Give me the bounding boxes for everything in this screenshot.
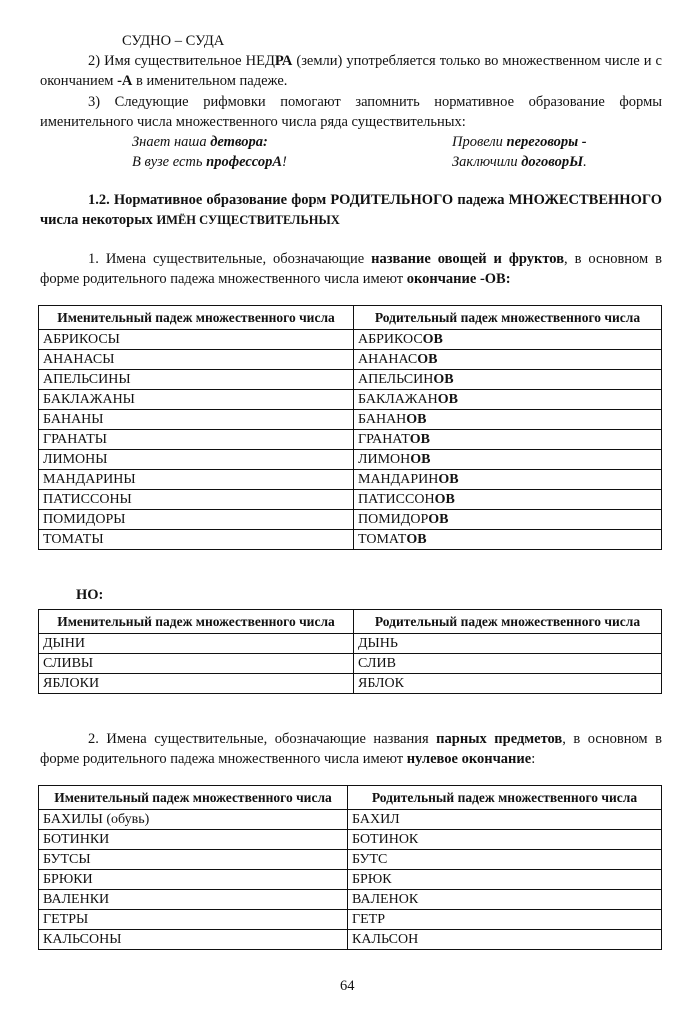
col-header-nominative: Именительный падеж множественного числа [39, 306, 354, 330]
cell-nominative: БРЮКИ [39, 870, 348, 890]
text-bold: название овощей и фруктов [371, 251, 565, 267]
cell-nominative: АПЕЛЬСИНЫ [39, 370, 354, 390]
text: Заключили [452, 154, 522, 170]
table-row [39, 510, 662, 530]
text: Знает наша [132, 134, 211, 150]
table-row [39, 654, 662, 674]
word-ending: ОВ [410, 452, 431, 467]
text: , в основном в форме родительного падежа множественного числа имеют [40, 731, 662, 767]
text-bold: договорЫ [521, 154, 584, 170]
table-row [39, 410, 662, 430]
text: в именительном падеже. [132, 73, 288, 89]
table-row [39, 530, 662, 550]
but-label: НО: [76, 587, 104, 603]
table-row [39, 350, 662, 370]
table-row [39, 470, 662, 490]
cell-genitive [354, 370, 662, 390]
text: : [531, 751, 536, 767]
cell-genitive: ЯБЛОК [354, 674, 662, 694]
text-bold: окончание -ОВ: [406, 271, 511, 287]
poem-line [452, 152, 587, 172]
poem-left [132, 132, 287, 172]
word-ending: ОВ [406, 412, 427, 427]
cell-genitive: БОТИНОК [348, 830, 662, 850]
word-ending: ОВ [434, 492, 455, 507]
cell-nominative: ЯБЛОКИ [39, 674, 354, 694]
word-stem: ТОМАТ [358, 532, 407, 547]
cell-nominative: АНАНАСЫ [39, 350, 354, 370]
rule-2 [40, 729, 662, 769]
word-ending: ОВ [406, 532, 427, 547]
text-bold: переговоры - [506, 134, 587, 150]
cell-nominative: БУТСЫ [39, 850, 348, 870]
cell-nominative: ПОМИДОРЫ [39, 510, 354, 530]
text: В вузе есть [132, 154, 207, 170]
cell-nominative: БАНАНЫ [39, 410, 354, 430]
heading-line: СУДНО – СУДА [122, 33, 225, 49]
cell-nominative: ПАТИССОНЫ [39, 490, 354, 510]
word-stem: ГРАНАТ [358, 432, 410, 447]
cell-nominative: БОТИНКИ [39, 830, 348, 850]
text-bold: детвора: [210, 134, 268, 150]
text-bold: нулевое окончание [406, 751, 532, 767]
cell-genitive [354, 530, 662, 550]
cell-genitive: ВАЛЕНОК [348, 890, 662, 910]
cell-genitive [354, 430, 662, 450]
word-stem: ПАТИССОН [358, 492, 435, 507]
cell-nominative: ГЕТРЫ [39, 910, 348, 930]
word-stem: ПОМИДОР [358, 512, 429, 527]
cell-nominative: ТОМАТЫ [39, 530, 354, 550]
text-bold: парных предметов [436, 731, 563, 747]
word-ending: ОВ [428, 512, 449, 527]
word-stem: БАНАН [358, 412, 407, 427]
cell-nominative: ДЫНИ [39, 634, 354, 654]
poem-line [132, 132, 287, 152]
cell-genitive [354, 330, 662, 350]
page-number: 64 [340, 978, 355, 994]
cell-genitive: БРЮК [348, 870, 662, 890]
col-header-genitive: Родительный падеж множественного числа [348, 786, 662, 810]
col-header-genitive: Родительный падеж множественного числа [354, 610, 662, 634]
paragraph-2 [40, 51, 662, 91]
text-bold: РА [274, 53, 293, 69]
table-row [39, 490, 662, 510]
text: 2. Имена существительные, обозначающие названия [88, 731, 437, 747]
word-stem: МАНДАРИН [358, 472, 439, 487]
word-stem: АНАНАС [358, 352, 418, 367]
cell-genitive [354, 350, 662, 370]
paragraph-3: 3) Следующие рифмовки помогают запомнить нормативное образование формы именительного числа множественного числа ряда существительных: [40, 94, 662, 130]
word-ending: ОВ [437, 392, 458, 407]
cell-nominative: ЛИМОНЫ [39, 450, 354, 470]
word-ending: ОВ [433, 372, 454, 387]
col-header-nominative: Именительный падеж множественного числа [39, 786, 348, 810]
table-row [39, 370, 662, 390]
section-title [40, 190, 662, 230]
text-bold: профессорА [206, 154, 282, 170]
cell-nominative: БАКЛАЖАНЫ [39, 390, 354, 410]
word-stem: БАКЛАЖАН [358, 392, 438, 407]
table-row [39, 890, 662, 910]
cell-nominative: КАЛЬСОНЫ [39, 930, 348, 950]
table-row [39, 910, 662, 930]
cell-nominative: АБРИКОСЫ [39, 330, 354, 350]
word-ending: ОВ [422, 332, 443, 347]
word-stem: АПЕЛЬСИН [358, 372, 434, 387]
text: . [583, 154, 587, 170]
table-row [39, 634, 662, 654]
col-header-genitive: Родительный падеж множественного числа [354, 306, 662, 330]
table-row [39, 850, 662, 870]
cell-genitive: СЛИВ [354, 654, 662, 674]
word-stem: ЛИМОН [358, 452, 411, 467]
table-row [39, 390, 662, 410]
word-ending: ОВ [417, 352, 438, 367]
cell-nominative: СЛИВЫ [39, 654, 354, 674]
text-bold: -А [117, 73, 133, 89]
cell-nominative: ВАЛЕНКИ [39, 890, 348, 910]
poem-right [452, 132, 587, 172]
table-row [39, 450, 662, 470]
poem-line [452, 132, 587, 152]
poem-line [132, 152, 287, 172]
cell-genitive: ГЕТР [348, 910, 662, 930]
text: ! [282, 154, 287, 170]
cell-genitive [354, 470, 662, 490]
table-row [39, 674, 662, 694]
text: ИМЁН СУЩЕСТВИТЕЛЬНЫХ [156, 213, 340, 227]
table-row [39, 930, 662, 950]
text: Провели [452, 134, 507, 150]
table-row [39, 810, 662, 830]
word-ending: ОВ [438, 472, 459, 487]
table-ov-ending [38, 305, 662, 550]
text: 2) Имя существительное НЕД [88, 53, 275, 69]
cell-genitive: БАХИЛ [348, 810, 662, 830]
cell-nominative: МАНДАРИНЫ [39, 470, 354, 490]
col-header-nominative: Именительный падеж множественного числа [39, 610, 354, 634]
rule-1 [40, 249, 662, 289]
cell-nominative: БАХИЛЫ (обувь) [39, 810, 348, 830]
cell-nominative: ГРАНАТЫ [39, 430, 354, 450]
table-zero-ending [38, 785, 662, 950]
text: , в основном в форме родительного падежа множественного числа имеют [40, 251, 662, 287]
cell-genitive: БУТС [348, 850, 662, 870]
table-row [39, 330, 662, 350]
cell-genitive: ДЫНЬ [354, 634, 662, 654]
table-row [39, 830, 662, 850]
word-ending: ОВ [409, 432, 430, 447]
cell-genitive: КАЛЬСОН [348, 930, 662, 950]
cell-genitive [354, 450, 662, 470]
cell-genitive [354, 390, 662, 410]
cell-genitive [354, 490, 662, 510]
cell-genitive [354, 510, 662, 530]
table-row [39, 430, 662, 450]
text: 1.2. Нормативное образование форм РОДИТЕЛЬНОГО падежа МНОЖЕСТВЕННОГО числа некоторых [40, 192, 662, 228]
table-exceptions [38, 609, 662, 694]
text: (земли) употребляется только во множественном числе и с окончанием [40, 53, 662, 89]
text: 1. Имена существительные, обозначающие [88, 251, 372, 267]
table-row [39, 870, 662, 890]
word-stem: АБРИКОС [358, 332, 423, 347]
cell-genitive [354, 410, 662, 430]
